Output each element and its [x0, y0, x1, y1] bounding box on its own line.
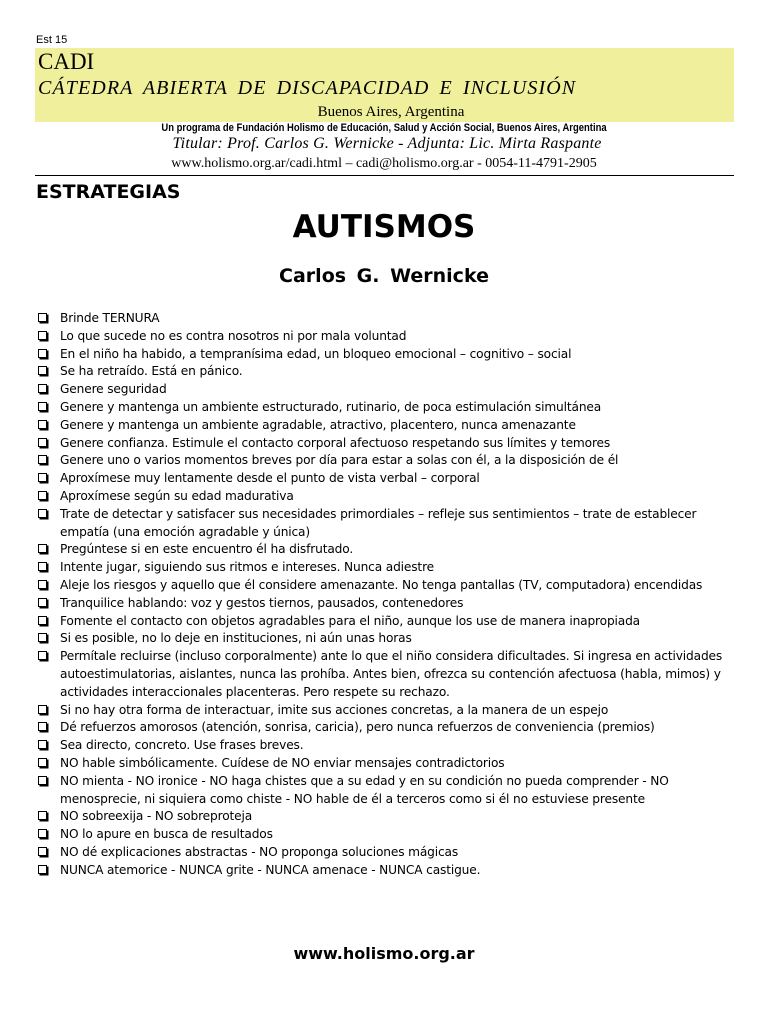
list-item	[37, 399, 737, 417]
list-item-text: Tranquilice hablando: voz y gestos tiernos, pausados, contenedores	[60, 595, 464, 610]
list-item-text: Pregúntese si en este encuentro él ha disfrutado.	[60, 542, 354, 557]
checkbox-icon	[38, 616, 47, 625]
list-item	[37, 346, 737, 364]
list-item-text: NO dé explicaciones abstractas - NO proponga soluciones mágicas	[60, 844, 459, 859]
list-item	[37, 737, 737, 755]
city-line: Buenos Aires, Argentina	[317, 104, 465, 120]
checkbox-icon	[38, 349, 47, 358]
checkbox-icon	[38, 865, 47, 874]
list-item	[37, 310, 737, 328]
checkbox-icon	[38, 509, 47, 518]
list-item-text: NUNCA atemorice - NUNCA grite - NUNCA amenace - NUNCA castigue.	[60, 862, 481, 877]
list-item-text: Intente jugar, siguiendo sus ritmos e intereses. Nunca adiestre	[60, 560, 435, 575]
header-divider	[35, 175, 734, 176]
list-item-text: Permítale recluirse (incluso corporalmente) ante lo que el niño considera dificultades. Si ingresa en actividades autoestimulatorias, aislantes, nunca las prohíba. Antes bien, ofrezca su contención afectuosa (habla, mimos) y actividades interaccionales placenteras. Pero respete su rechazo.	[60, 649, 723, 699]
list-item	[37, 435, 737, 453]
checkbox-icon	[38, 829, 47, 838]
list-item	[37, 630, 737, 648]
list-item-text: Genere y mantenga un ambiente agradable, atractivo, placentero, nunca amenazante	[60, 417, 576, 432]
list-item-text: Sea directo, concreto. Use frases breves.	[60, 738, 304, 753]
checkbox-icon	[38, 455, 47, 464]
checkbox-icon	[38, 473, 47, 482]
checkbox-icon	[38, 402, 47, 411]
checkbox-icon	[38, 313, 47, 322]
checkbox-icon	[38, 544, 47, 553]
list-item	[37, 381, 737, 399]
list-item-text: NO mienta - NO ironice - NO haga chistes que a su edad y en su condición no pueda comprender - NO menosprecie, ni siquiera como chiste - NO hable de él a terceros como si él no estuviese presente	[60, 773, 669, 806]
checkbox-icon	[38, 562, 47, 571]
list-item	[37, 702, 737, 720]
checkbox-icon	[38, 598, 47, 607]
list-item	[37, 417, 737, 435]
checkbox-icon	[38, 740, 47, 749]
list-item-text: Fomente el contacto con objetos agradables para el niño, aunque los use de manera inapropiada	[60, 613, 641, 628]
list-item	[37, 613, 737, 631]
footer-url[interactable]: www.holismo.org.ar	[293, 944, 475, 963]
list-item-text: Se ha retraído. Está en pánico.	[60, 364, 243, 379]
list-item	[37, 808, 737, 826]
list-item-text: Dé refuerzos amorosos (atención, sonrisa, caricia), pero nunca refuerzos de conveniencia (premios)	[60, 720, 655, 735]
list-item-text: Genere uno o varios momentos breves por día para estar a solas con él, a la disposición de él	[60, 453, 619, 468]
list-item	[37, 755, 737, 773]
list-item-text: Aleje los riesgos y aquello que él considere amenazante. No tenga pantallas (TV, computadora) encendidas	[60, 577, 703, 592]
list-item	[37, 862, 737, 880]
list-item	[37, 719, 737, 737]
checkbox-icon	[38, 633, 47, 642]
titular-line: Titular: Prof. Carlos G. Wernicke - Adjunta: Lic. Mirta Raspante	[172, 135, 602, 152]
list-item	[37, 559, 737, 577]
programa-line: Un programa de Fundación Holismo de Educación, Salud y Acción Social, Buenos Aires, Argentina	[161, 122, 607, 134]
list-item	[37, 506, 737, 542]
author-name: Carlos G. Wernicke	[279, 265, 489, 287]
list-item-text: Trate de detectar y satisfacer sus necesidades primordiales – refleje sus sentimientos – trate de establecer empatía (una emoción agradable y única)	[60, 506, 697, 539]
section-heading: ESTRATEGIAS	[36, 181, 181, 203]
checkbox-icon	[38, 580, 47, 589]
checkbox-icon	[38, 420, 47, 429]
list-item	[37, 363, 737, 381]
list-item-text: Aproxímese según su edad madurativa	[60, 488, 294, 503]
checkbox-icon	[38, 758, 47, 767]
list-item	[37, 328, 737, 346]
checkbox-icon	[38, 331, 47, 340]
checkbox-icon	[38, 438, 47, 447]
checkbox-icon	[38, 705, 47, 714]
list-item	[37, 648, 737, 701]
checkbox-icon	[38, 847, 47, 856]
list-item	[37, 826, 737, 844]
list-item-text: Si no hay otra forma de interactuar, imite sus acciones concretas, a la manera de un espejo	[60, 702, 609, 717]
list-item	[37, 595, 737, 613]
list-item	[37, 470, 737, 488]
list-item	[37, 488, 737, 506]
page-title: AUTISMOS	[292, 209, 476, 245]
checkbox-icon	[38, 776, 47, 785]
checkbox-icon	[38, 651, 47, 660]
checkbox-icon	[38, 366, 47, 375]
list-item-text: Si es posible, no lo deje en instituciones, ni aún unas horas	[60, 631, 412, 646]
list-item	[37, 577, 737, 595]
list-item-text: Lo que sucede no es contra nosotros ni por mala voluntad	[60, 328, 407, 343]
list-item-text: Brinde TERNURA	[60, 311, 160, 325]
list-item-text: NO lo apure en busca de resultados	[60, 827, 273, 842]
list-item-text: NO hable simbólicamente. Cuídese de NO enviar mensajes contradictorios	[60, 755, 505, 770]
list-item-text: En el niño ha habido, a tempranísima edad, un bloqueo emocional – cognitivo – social	[60, 346, 572, 361]
list-item-text: Aproxímese muy lentamente desde el punto de vista verbal – corporal	[60, 471, 480, 486]
strategy-list	[37, 310, 737, 880]
list-item-text: Genere seguridad	[60, 382, 167, 397]
cadi-heading: CADI	[38, 49, 95, 74]
contact-line: www.holismo.org.ar/cadi.html – cadi@holismo.org.ar - 0054-11-4791-2905	[171, 156, 597, 171]
list-item-text: NO sobreexija - NO sobreproteja	[60, 809, 253, 824]
list-item	[37, 844, 737, 862]
list-item	[37, 452, 737, 470]
document-code: Est 15	[36, 34, 68, 46]
checkbox-icon	[38, 491, 47, 500]
checkbox-icon	[38, 811, 47, 820]
list-item-text: Genere confianza. Estimule el contacto corporal afectuoso respetando sus límites y temores	[60, 435, 611, 450]
catedra-heading: CÁTEDRA ABIERTA DE DISCAPACIDAD E INCLUSIÓN	[38, 77, 577, 99]
checkbox-icon	[38, 384, 47, 393]
checkbox-icon	[38, 722, 47, 731]
list-item	[37, 773, 737, 809]
list-item-text: Genere y mantenga un ambiente estructurado, rutinario, de poca estimulación simultánea	[60, 399, 602, 414]
list-item	[37, 541, 737, 559]
